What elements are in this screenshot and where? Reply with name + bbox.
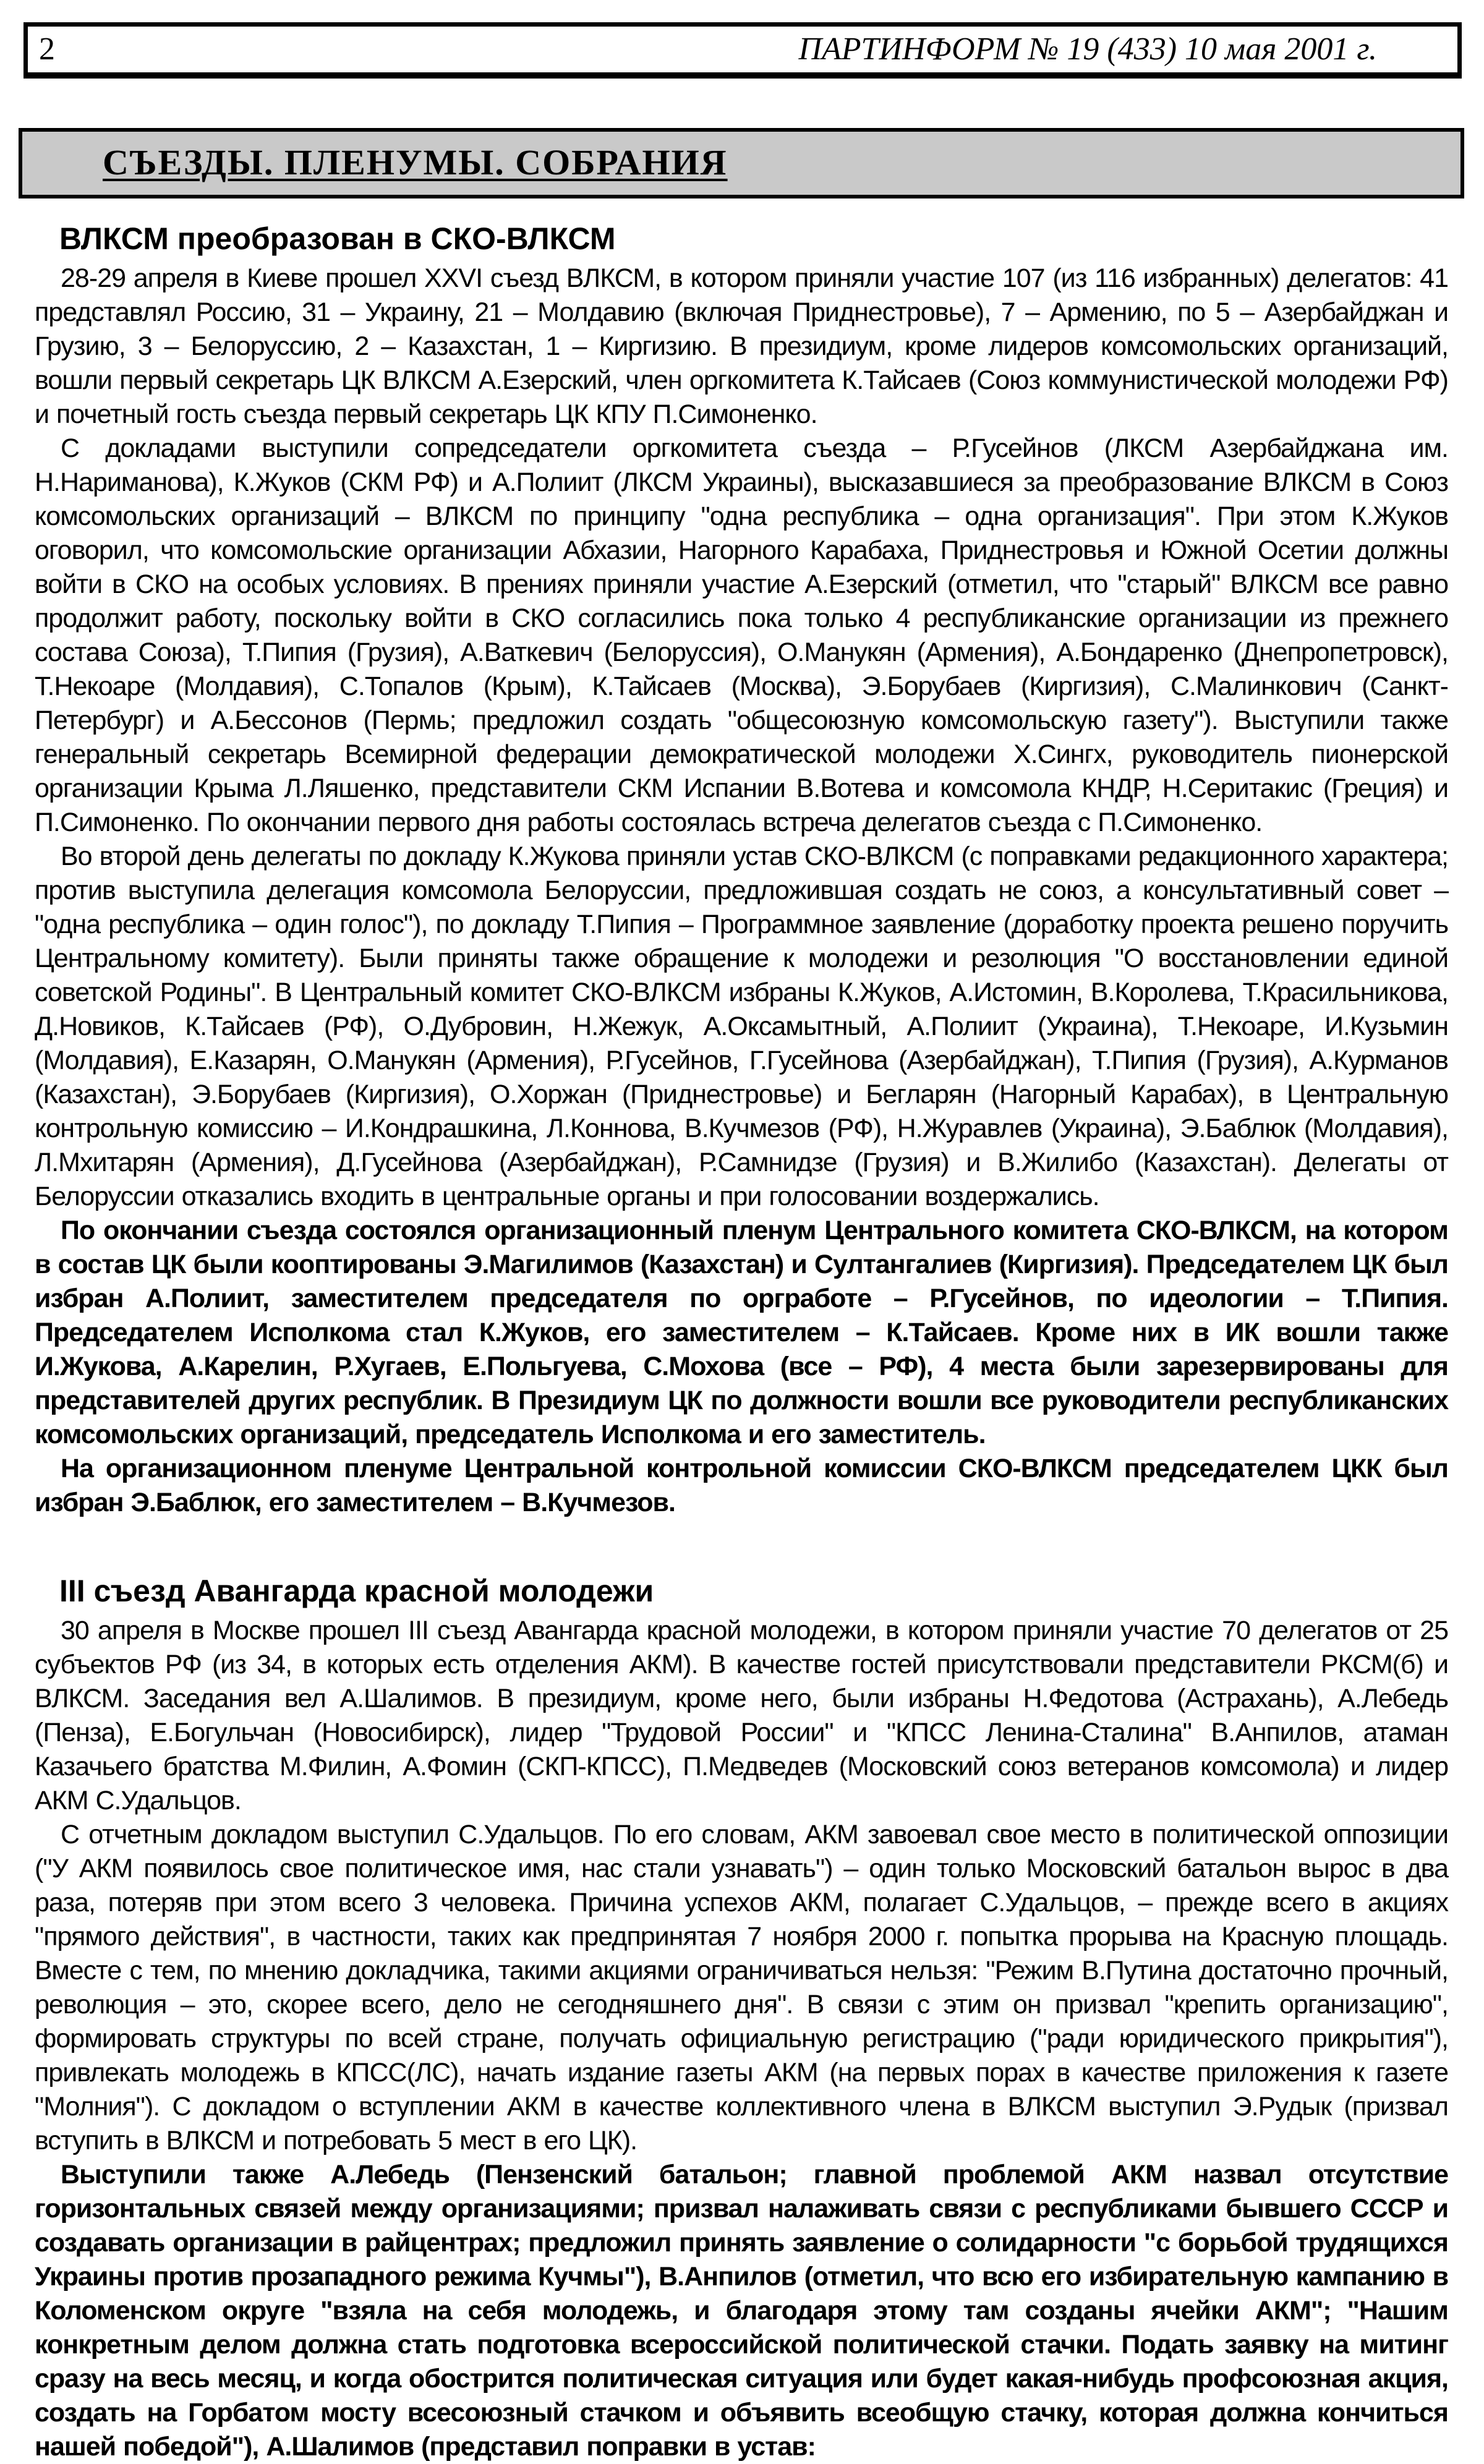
paragraph: С докладами выступили сопредседатели оргкомитета съезда – Р.Гусейнов (ЛКСМ Азербайджана им. Н.Нариманова), К.Жуков (СКМ РФ) и А.Полиит (ЛКСМ Украины), высказавшиеся за преобразование ВЛКСМ в Союз комсомольских организаций – ВЛКСМ по принципу "одна республика – одна организация". При этом К.Жуков оговорил, что комсомольские организации Абхазии, Нагорного Карабаха, Приднестровья и Южной Осетии должны войти в СКО на особых условиях. В прениях приняли участие А.Езерский (отметил, что "старый" ВЛКСМ все равно продолжит работу, поскольку войти в СКО согласились пока только 4 республиканские организации из прежнего состава Союза), Т.Пипия (Грузия), А.Ваткевич (Белоруссия), О.Манукян (Армения), А.Бондаренко (Днепропетровск), Т.Некоаре (Молдавия), С.Топалов (Крым), К.Тайсаев (Москва), Э.Борубаев (Киргизия), С.Малинкович (Санкт-Петербург) и А.Бессонов (Пермь; предложил создать "общесоюзную комсомольскую газету"). Выступили также генеральный секретарь Всемирной федерации демократической молодежи Х.Сингх, руководитель пионерской организации Крыма Л.Ляшенко, представители СКМ Испании В.Вотева и комсомола КНДР, Н.Серитакис (Греция) и П.Симоненко. По окончании первого дня работы состоялась встреча делегатов съезда с П.Симоненко.	[35, 433, 1448, 837]
page-number: 2	[39, 32, 55, 67]
article-paragraphs	[35, 1614, 1448, 2464]
page-header	[23, 22, 1462, 79]
article-title: ВЛКСМ преобразован в СКО-ВЛКСМ	[59, 221, 616, 256]
paragraph: 30 апреля в Москве прошел III съезд Авангарда красной молодежи, в котором приняли участие 70 делегатов от 25 субъектов РФ (из 34, в которых есть отделения АКМ). В качестве гостей присутствовали представители РКСМ(б) и ВЛКСМ. Заседания вел А.Шалимов. В президиум, кроме него, были избраны Н.Федотова (Астрахань), А.Лебедь (Пенза), Е.Богульчан (Новосибирск), лидер "Трудовой России" и "КПСС Ленина-Сталина" В.Анпилов, атаман Казачьего братства М.Филин, А.Фомин (СКП-КПСС), П.Медведев (Московский союз ветеранов комсомола) и лидер АКМ С.Удальцов.	[35, 1615, 1448, 1815]
paragraph: 28-29 апреля в Киеве прошел XXVI съезд ВЛКСМ, в котором приняли участие 107 (из 116 избранных) делегатов: 41 представлял Россию, 31 – Украину, 21 – Молдавию (включая Приднестровье), 7 – Армению, по 5 – Азербайджан и Грузию, 3 – Белоруссию, 2 – Казахстан, 1 – Киргизию. В президиум, кроме лидеров комсомольских организаций, вошли первый секретарь ЦК ВЛКСМ А.Езерский, член оргкомитета К.Тайсаев (Союз коммунистической молодежи РФ) и почетный гость съезда первый секретарь ЦК КПУ П.Симоненко.	[35, 263, 1448, 429]
article	[35, 1573, 1448, 2464]
issue-title: ПАРТИНФОРМ № 19 (433) 10 мая 2001 г.	[798, 32, 1377, 67]
paragraph: Выступили также А.Лебедь (Пензенский батальон; главной проблемой АКМ назвал отсутствие горизонтальных связей между организациями; призвал налаживать связи с республиками бывшего СССР и создавать организации в райцентрах; предложил принять заявление о солидарности "с борьбой трудящихся Украины против прозападного режима Кучмы"), В.Анпилов (отметил, что всю его избирательную кампанию в Коломенском округе "взяла на себя молодежь, и благодаря этому там созданы ячейки АКМ"; "Нашим конкретным делом должна стать подготовка всероссийской политической стачки. Подать заявку на митинг сразу на весь месяц, и когда обострится политическая ситуация или будет какая-нибудь профсоюзная акция, создать на Горбатом мосту всесоюзный стачком и объявить всеобщую стачку, которая должна кончиться нашей победой"), А.Шалимов (представил поправки в устав:	[35, 2159, 1448, 2462]
article-title: III съезд Авангарда красной молодежи	[59, 1573, 654, 1608]
article-paragraphs	[35, 262, 1448, 1520]
section-title: СЪЕЗДЫ. ПЛЕНУМЫ. СОБРАНИЯ	[103, 142, 728, 182]
section-banner	[19, 128, 1464, 198]
paragraph: С отчетным докладом выступил С.Удальцов. По его словам, АКМ завоевал свое место в политической оппозиции ("У АКМ появилось свое политическое имя, нас стали узнавать") – один только Московский батальон вырос в два раза, потеряв при этом всего 3 человека. Причина успехов АКМ, полагает С.Удальцов, – прежде всего в акциях "прямого действия", в частности, таких как предпринятая 7 ноября 2000 г. попытка прорыва на Красную площадь. Вместе с тем, по мнению докладчика, такими акциями ограничиваться нельзя: "Режим В.Путина достаточно прочный, революция – это, скорее всего, дело не сегодняшнего дня". В связи с этим он призвал "крепить организацию", формировать структуры по всей стране, получать официальную регистрацию ("ради юридического прикрытия"), привлекать молодежь в КПСС(ЛС), начать издание газеты АКМ (на первых порах в качестве приложения к газете "Молния"). С докладом о вступлении АКМ в качестве коллективного члена в ВЛКСМ выступил Э.Рудык (призвал вступить в ВЛКСМ и потребовать 5 мест в его ЦК).	[35, 1819, 1448, 2155]
articles	[0, 198, 1484, 2464]
paragraph: На организационном пленуме Центральной контрольной комиссии СКО-ВЛКСМ председателем ЦКК был избран Э.Баблюк, его заместителем – В.Кучмезов.	[35, 1453, 1448, 1517]
article	[35, 221, 1448, 1520]
paragraph: По окончании съезда состоялся организационный пленум Центрального комитета СКО-ВЛКСМ, на котором в состав ЦК были кооптированы Э.Магилимов (Казахстан) и Султангалиев (Киргизия). Председателем ЦК был избран А.Полиит, заместителем председателя по оргработе – Р.Гусейнов, по идеологии – Т.Пипия. Председателем Исполкома стал К.Жуков, его заместителем – К.Тайсаев. Кроме них в ИК вошли также И.Жукова, А.Карелин, Р.Хугаев, Е.Польгуева, С.Мохова (все – РФ), 4 места были зарезервированы для представителей других республик. В Президиум ЦК по должности вошли все руководители республиканских комсомольских организаций, председатель Исполкома и его заместитель.	[35, 1215, 1448, 1449]
paragraph: Во второй день делегаты по докладу К.Жукова приняли устав СКО-ВЛКСМ (с поправками редакционного характера; против выступила делегация комсомола Белоруссии, предложившая создать не союз, а консультативный совет – "одна республика – один голос"), по докладу Т.Пипия – Программное заявление (доработку проекта решено поручить Центральному комитету). Были приняты также обращение к молодежи и резолюция "О восстановлении единой советской Родины". В Центральный комитет СКО-ВЛКСМ избраны К.Жуков, А.Истомин, В.Королева, Т.Красильникова, Д.Новиков, К.Тайсаев (РФ), О.Дубровин, Н.Жежук, А.Оксамытный, А.Полиит (Украина), Т.Некоаре, И.Кузьмин (Молдавия), Е.Казарян, О.Манукян (Армения), Р.Гусейнов, Г.Гусейнова (Азербайджан), Т.Пипия (Грузия), А.Курманов (Казахстан), Э.Борубаев (Киргизия), О.Хоржан (Приднестровье) и Бегларян (Нагорный Карабах), в Центральную контрольную комиссию – И.Кондрашкина, Л.Коннова, В.Кучмезов (РФ), Н.Журавлев (Украина), Э.Баблюк (Молдавия), Л.Мхитарян (Армения), Д.Гусейнова (Азербайджан), Р.Самнидзе (Грузия) и В.Жилибо (Казахстан). Делегаты от Белоруссии отказались входить в центральные органы и при голосовании воздержались.	[35, 841, 1448, 1211]
scanned-newsletter-page	[0, 22, 1484, 2462]
